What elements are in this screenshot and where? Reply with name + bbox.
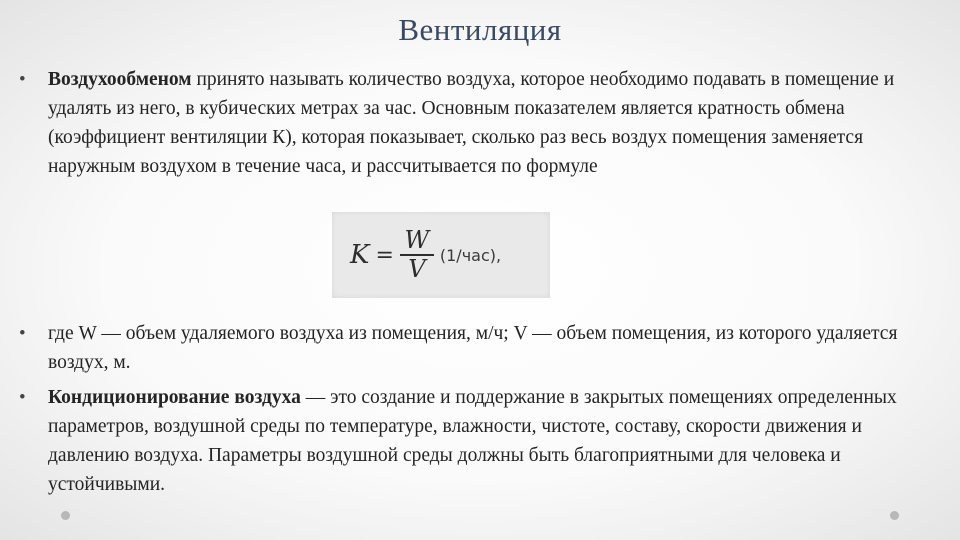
- bullet-text-formula-legend: где W — объем удаляемого воздуха из помещения, м/ч; V — объем помещения, из которого удаляется воздух, м.: [48, 323, 898, 373]
- term-air-exchange: Воздухообменом: [48, 69, 192, 90]
- formula: [350, 223, 501, 287]
- formula-unit: (1/час),: [439, 245, 502, 265]
- formula-image: [332, 212, 550, 298]
- decorative-dot-left: [61, 511, 70, 520]
- formula-numerator: W: [404, 226, 430, 254]
- bullet-marker: •: [19, 323, 26, 344]
- bullet-text-air-conditioning: — это создание и поддержание в закрытых помещениях определенных параметров, воздушной среды по температуре, влажности, чистоте, составу, скорости движения и давлению воздуха. Параметры воздушной среды должны быть благоприятными для человека и устойчивыми.: [48, 387, 897, 495]
- formula-denominator: V: [408, 255, 426, 283]
- bullet-item-air-exchange: [19, 65, 920, 181]
- bullet-item-air-conditioning: [19, 383, 920, 499]
- bullet-text-air-exchange: принято называть количество воздуха, которое необходимо подавать в помещение и удалять из него, в кубических метрах за час. Основным показателем является кратность обмена (коэффициент вентиляции К), которая показывает, сколько раз весь воздух помещения заменяется наружным воздухом в течение часа, и рассчитывается по формуле: [48, 69, 895, 177]
- bullet-item-formula-legend: [19, 319, 920, 377]
- term-air-conditioning: Кондиционирование воздуха: [48, 387, 301, 408]
- bullet-marker: •: [19, 69, 26, 90]
- formula-equals: =: [375, 242, 394, 268]
- formula-fraction: [400, 227, 434, 283]
- bullet-marker: •: [19, 387, 26, 408]
- slide-title: Вентиляция: [398, 12, 562, 47]
- formula-lhs: K: [350, 240, 370, 270]
- decorative-dot-right: [890, 511, 899, 520]
